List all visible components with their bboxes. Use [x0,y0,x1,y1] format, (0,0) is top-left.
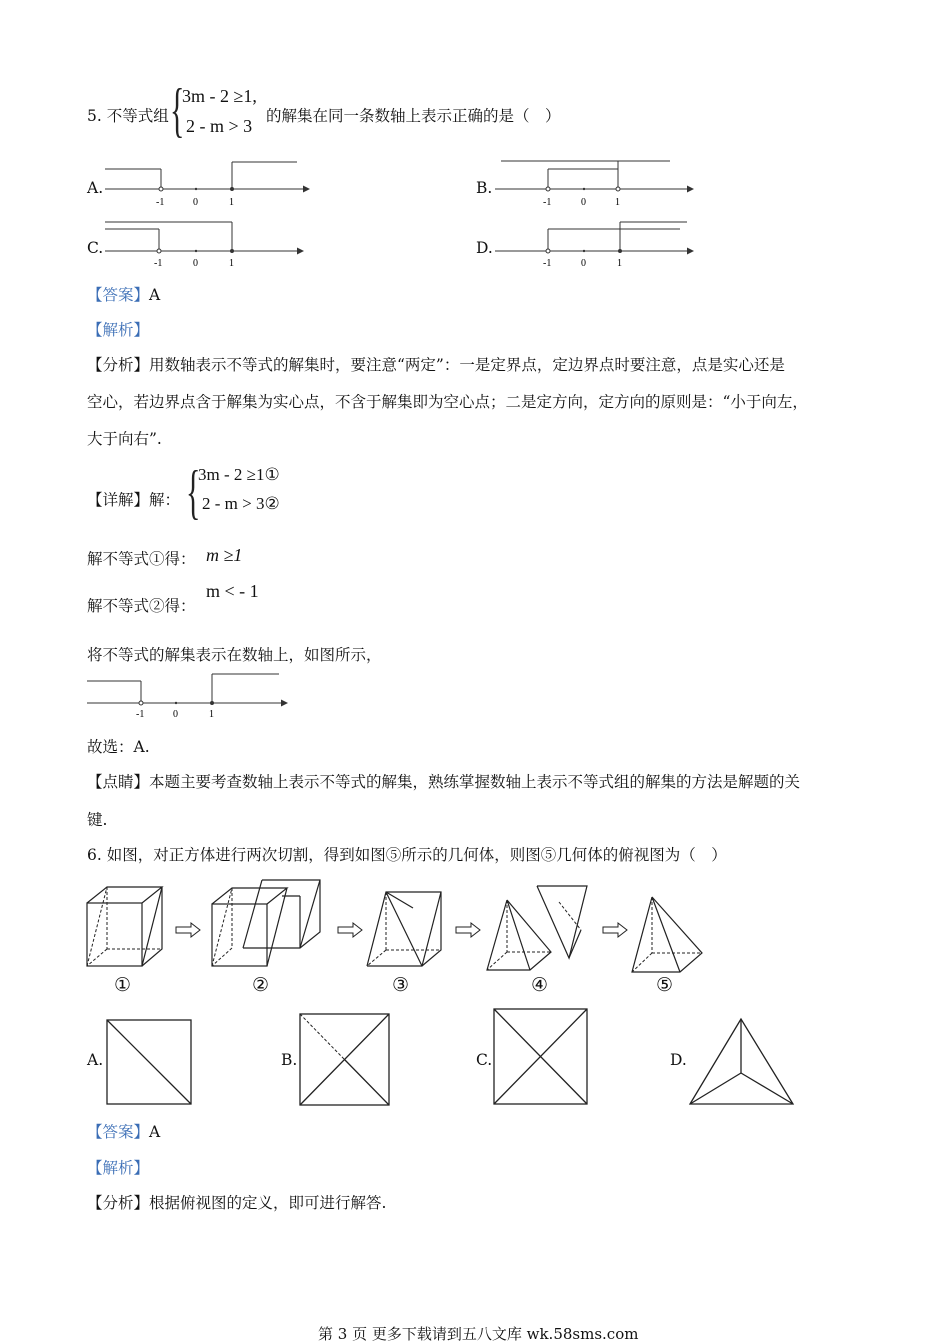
q5-option-d-numberline[interactable] [495,220,700,270]
q5-option-d-label[interactable]: D. [476,239,493,257]
tick-label: 0 [193,258,198,269]
tick-label: 1 [209,709,214,720]
arrow-icon [175,922,201,938]
q5-solve1-label: 解不等式①得： [87,550,196,568]
tick-label: -1 [543,258,552,269]
tick-label: 0 [193,197,198,208]
q6-option-a-label[interactable]: A. [87,1051,104,1069]
q5-solve2-label: 解不等式②得： [87,597,196,615]
q5-number: 5. 不等式组 [87,107,169,125]
tick-label: 0 [581,258,586,269]
q5-solve2-result: m < - 1 [206,581,259,601]
q5-answer-line [87,285,160,305]
q5-answer-tag: 【答案】 [87,286,150,304]
q6-answer-line [87,1122,160,1142]
q5-option-a-label[interactable]: A. [87,179,104,197]
tick-label: 1 [229,258,234,269]
figure-1-label: ① [114,974,132,996]
q6-analysis: 【分析】根据俯视图的定义，即可进行解答. [87,1194,387,1212]
q5-system-line2: 2 - m > 3 [186,116,253,136]
q5-stem-tail: 的解集在同一条数轴上表示正确的是（ ） [266,107,561,125]
q5-detail-line2: 2 - m > 3② [202,494,280,513]
q6-option-c-label[interactable]: C. [476,1051,493,1069]
figure-4-split-pieces [485,882,590,972]
figure-1-cube [85,885,170,970]
q5-analysis-line-3: 大于向右”. [87,430,162,448]
q5-detail-line1: 3m - 2 ≥1① [198,465,280,484]
tick-label: -1 [136,709,145,720]
q5-option-c-label[interactable]: C. [87,239,104,257]
q5-system-line1: 3m - 2 ≥1, [182,86,257,106]
q6-answer-tag: 【答案】 [87,1123,150,1141]
tick-label: 0 [173,709,178,720]
q5-analysis-line-1: 【分析】用数轴表示不等式的解集时，要注意“两定”：一是定界点，定边界点时要注意，点是实心还是 [87,356,785,374]
q5-option-a-numberline[interactable] [105,160,310,210]
q5-option-c-numberline[interactable] [105,220,310,270]
q5-option-b-numberline[interactable] [495,160,700,210]
tick-label: 1 [615,197,620,208]
tick-label: 1 [229,197,234,208]
q6-option-d-label[interactable]: D. [670,1051,687,1069]
tick-label: 1 [617,258,622,269]
figure-5-pyramid [630,895,705,975]
tick-label: 0 [581,197,586,208]
q5-detail-prefix: 【详解】解： [87,491,181,509]
q6-option-c-view[interactable] [493,1008,589,1106]
page-footer: 第 3 页 更多下载请到五八文库 wk.58sms.com [318,1325,639,1343]
q6-stem: 6. 如图，对正方体进行两次切割，得到如图⑤所示的几何体，则图⑤几何体的俯视图为（ ） [87,846,727,864]
q5-comment-line-2: 键. [87,811,108,829]
q5-analysis-line-2: 空心，若边界点含于解集为实心点，不含于解集即为空心点；二是定方向，定方向的原则是：“小于向左， [87,393,808,411]
q5-solve1-result: m ≥1 [206,545,243,565]
figure-2-label: ② [252,974,270,996]
figure-5-label: ⑤ [656,974,674,996]
arrow-icon [337,922,363,938]
figure-4-label: ④ [531,974,549,996]
q5-analysis-tag: 【解析】 [87,321,150,339]
tick-label: -1 [156,197,165,208]
figure-2-cut-cube [210,878,330,970]
q5-comment-line-1: 【点睛】本题主要考查数轴上表示不等式的解集，熟练掌握数轴上表示不等式组的解集的方法是解题的关 [87,773,801,791]
q5-choose: 故选：A. [87,738,150,756]
q5-solution-numberline [87,672,292,722]
q5-system-brace: { [170,77,185,143]
figure-3-label: ③ [392,974,410,996]
q6-option-b-label[interactable]: B. [281,1051,298,1069]
q5-answer-value: A [149,286,161,304]
q6-option-d-view[interactable] [688,1017,796,1107]
tick-label: -1 [543,197,552,208]
q5-option-b-label[interactable]: B. [476,179,493,197]
figure-3-prism [365,890,445,970]
q5-detail-brace: { [186,459,201,525]
arrow-icon [602,922,628,938]
q6-analysis-tag: 【解析】 [87,1159,150,1177]
q6-option-a-view[interactable] [106,1019,194,1107]
tick-label: -1 [154,258,163,269]
q6-answer-value: A [149,1123,161,1141]
arrow-icon [455,922,481,938]
q5-numberline-text: 将不等式的解集表示在数轴上，如图所示， [87,646,382,664]
q6-option-b-view[interactable] [299,1013,391,1107]
